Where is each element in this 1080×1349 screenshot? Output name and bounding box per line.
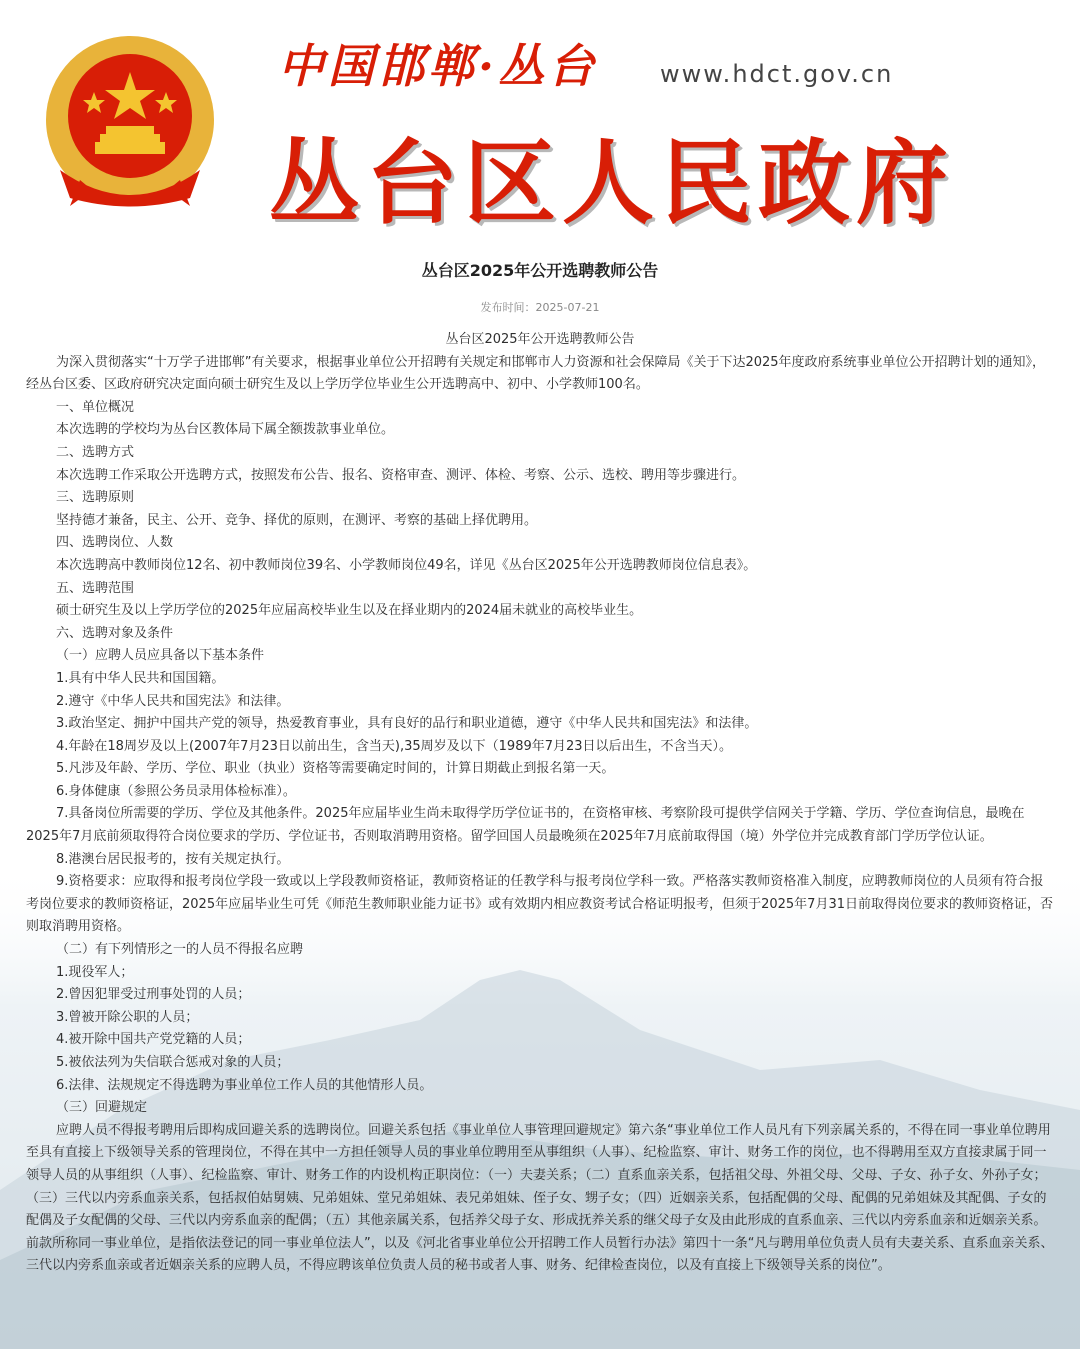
- article-paragraph: 1.具有中华人民共和国国籍。: [56, 670, 225, 686]
- article-paragraph: 3.政治坚定、拥护中国共产党的领导，热爱教育事业，具有良好的品行和职业道德，遵守《中华人民共和国宪法》和法律。: [56, 716, 758, 732]
- article-main: [0, 230, 1080, 1278]
- site-url[interactable]: www.hdct.gov.cn: [660, 60, 894, 88]
- article-paragraph: 应聘人员不得报考聘用后即构成回避关系的选聘岗位。回避关系包括《事业单位人事管理回避规定》第六条“事业单位工作人员凡有下列亲属关系的，不得在同一事业单位聘用至具有直接上下级领导关系的管理岗位，不得在其中一方担任领导人员的事业单位聘用至从事组织（人事）、纪检监察、审计、财务工作的岗位，也不得聘用至双方直接隶属于同一领导人员的从事组织（人事）、纪检监察、审计、财务工作的内设机构正职岗位：（一）夫妻关系；（二）直系血亲关系，包括祖父母、外祖父母、父母、子女、孙子女、外孙子女；（三）三代以内旁系血亲关系，包括叔伯姑舅姨、兄弟姐妹、堂兄弟姐妹、表兄弟姐妹、侄子女、甥子女；（四）近姻亲关系，包括配偶的父母、配偶的兄弟姐妹及其配偶、子女的配偶及子女配偶的父母、三代以内旁系血亲的配偶；（五）其他亲属关系，包括养父母子女、形成抚养关系的继父母子女及由此形成的直系血亲、三代以内旁系血亲和近姻亲关系。前款所称同一事业单位，是指依法登记的同一事业单位法人”，以及《河北省事业单位公开招聘工作人员暂行办法》第四十一条“凡与聘用单位负责人员有夫妻关系、直系血亲关系、三代以内旁系血亲或者近姻亲关系的应聘人员，不得应聘该单位负责人员的秘书或者人事、财务、纪律检查岗位，以及有直接上下级领导关系的岗位”。: [26, 1122, 1054, 1274]
- article-paragraph: 4.被开除中国共产党党籍的人员；: [56, 1032, 251, 1048]
- article-paragraph: 5.被依法列为失信联合惩戒对象的人员；: [56, 1055, 290, 1070]
- article-paragraph: 3.曾被开除公职的人员；: [56, 1009, 199, 1025]
- national-emblem-icon: [40, 30, 220, 210]
- article-paragraph: 五、选聘范围: [56, 580, 135, 596]
- article-paragraph: 8.港澳台居民报考的，按有关规定执行。: [56, 851, 290, 867]
- article-paragraph: 六、选聘对象及条件: [56, 625, 174, 641]
- article-title: 丛台区2025年公开选聘教师公告: [421, 261, 659, 280]
- article-paragraph: 本次选聘高中教师岗位12名、初中教师岗位39名、小学教师岗位49名，详见《丛台区2025年公开选聘教师岗位信息表》。: [56, 557, 757, 573]
- government-title: 丛台区人民政府: [268, 129, 955, 237]
- article-paragraph: 2.遵守《中华人民共和国宪法》和法律。: [56, 693, 290, 709]
- article-paragraph: 1.现役军人；: [56, 964, 134, 980]
- article-paragraph: 7.具备岗位所需要的学历、学位及其他条件。2025年应届毕业生尚未取得学历学位证书的，在资格审核、考察阶段可提供学信网关于学籍、学历、学位查询信息，最晚在2025年7月底前须取得符合岗位要求的学历、学位证书，否则取消聘用资格。留学回国人员最晚须在2025年7月底前取得国（境）外学位并完成教育部门学历学位认证。: [26, 806, 1025, 845]
- city-tagline: 中国邯郸·丛台: [278, 39, 599, 93]
- article-paragraph: 本次选聘工作采取公开选聘方式，按照发布公告、报名、资格审查、测评、体检、考察、公示、选校、聘用等步骤进行。: [56, 467, 746, 483]
- article-paragraph: 本次选聘的学校均为丛台区教体局下属全额拨款事业单位。: [56, 422, 395, 438]
- site-header: [0, 0, 1080, 237]
- article-paragraph: 4.年龄在18周岁及以上(2007年7月23日以前出生，含当天),35周岁及以下（1989年7月23日以后出生，不含当天）。: [56, 738, 733, 754]
- article-paragraph: 5.凡涉及年龄、学历、学位、职业（执业）资格等需要确定时间的，计算日期截止到报名第一天。: [56, 761, 615, 777]
- article-paragraph: 2.曾因犯罪受过刑事处罚的人员；: [56, 987, 251, 1003]
- article-paragraph: 为深入贯彻落实“十万学子进邯郸”有关要求，根据事业单位公开招聘有关规定和邯郸市人力资源和社会保障局《关于下达2025年度政府系统事业单位公开招聘计划的通知》，经丛台区委、区政府研究决定面向硕士研究生及以上学历学位毕业生公开选聘高中、初中、小学教师100名。: [26, 354, 1046, 393]
- article-paragraph: 三、选聘原则: [56, 490, 135, 506]
- article-paragraph: （二）有下列情形之一的人员不得报名应聘: [56, 942, 304, 958]
- article-paragraph: （三）回避规定: [56, 1100, 148, 1116]
- article-paragraph: 四、选聘岗位、人数: [56, 535, 174, 551]
- article-paragraph: （一）应聘人员应具备以下基本条件: [56, 648, 265, 664]
- article-paragraph: 6.身体健康（参照公务员录用体检标准）。: [56, 783, 296, 799]
- article-paragraph: 坚持德才兼备，民主、公开、竞争、择优的原则，在测评、考察的基础上择优聘用。: [56, 512, 538, 528]
- publish-date: 发布时间：2025-07-21: [480, 301, 600, 314]
- article-paragraph: 硕士研究生及以上学历学位的2025年应届高校毕业生以及在择业期内的2024届未就业的高校毕业生。: [56, 603, 643, 619]
- article-paragraph: 一、单位概况: [56, 399, 135, 415]
- article-paragraph: 二、选聘方式: [56, 444, 135, 460]
- article-paragraph: 9.资格要求：应取得和报考岗位学段一致或以上学段教师资格证，教师资格证的任教学科与报考岗位学科一致。严格落实教师资格准入制度，应聘教师岗位的人员须有符合报考岗位要求的教师资格证，2025年应届毕业生可凭《师范生教师职业能力证书》或有效期内相应教资考试合格证明报考，但须于2025年7月31日前取得岗位要求的教师资格证，否则取消聘用资格。: [26, 874, 1053, 935]
- article-paragraph: 6.法律、法规规定不得选聘为事业单位工作人员的其他情形人员。: [56, 1077, 433, 1093]
- article-body: [26, 329, 1054, 1278]
- article-paragraph: 丛台区2025年公开选聘教师公告: [445, 332, 635, 347]
